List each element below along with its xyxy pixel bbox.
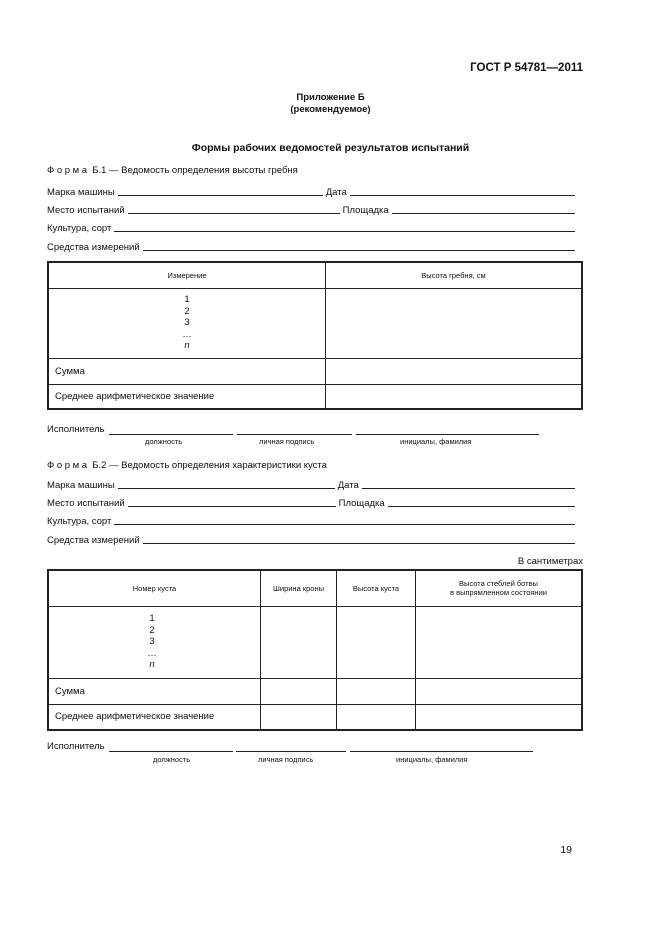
form2-sum-stem[interactable] bbox=[416, 678, 583, 704]
form2-name-field[interactable] bbox=[350, 751, 533, 752]
form2-id: Б.2 — Ведомость определения характеристики куста bbox=[89, 460, 327, 471]
form2-means-field[interactable] bbox=[143, 533, 575, 544]
form2-header-stem-line1: Высота стеблей ботвы bbox=[459, 579, 538, 589]
form1-position-field[interactable] bbox=[109, 434, 233, 435]
form2-sum-crown[interactable] bbox=[261, 678, 337, 704]
list-item: … bbox=[182, 328, 192, 340]
form2-mean-stem[interactable] bbox=[416, 704, 583, 730]
form2-bush-cell[interactable] bbox=[337, 606, 416, 678]
form2-culture-label: Культура, сорт bbox=[47, 516, 112, 527]
form1-id: Б.1 — Ведомость определения высоты гребня bbox=[89, 165, 298, 176]
form1-date-field[interactable] bbox=[350, 185, 575, 196]
form1-name-field[interactable] bbox=[356, 434, 539, 435]
form2-numbers-cell bbox=[48, 606, 261, 678]
form2-signature bbox=[47, 741, 547, 755]
form1-means-row bbox=[47, 239, 578, 253]
form2-header-stem-line2: в выпрямленном состоянии bbox=[450, 588, 547, 598]
form1-machine-row bbox=[47, 184, 578, 198]
form2-place-field[interactable] bbox=[128, 496, 336, 507]
form2-header-bush-height: Высота куста bbox=[337, 570, 416, 606]
form2-machine-row bbox=[47, 477, 578, 491]
list-item: 2 bbox=[149, 624, 155, 636]
form2-header-stem-height bbox=[416, 570, 583, 606]
form1-machine-label: Марка машины bbox=[47, 187, 115, 198]
form2-area-label: Площадка bbox=[338, 498, 385, 509]
form1-sum-cell[interactable] bbox=[326, 358, 583, 384]
appendix-subtitle: (рекомендуемое) bbox=[290, 104, 371, 115]
list-item: n bbox=[149, 659, 155, 671]
form2-mean-bush[interactable] bbox=[337, 704, 416, 730]
standard-number: ГОСТ Р 54781—2011 bbox=[470, 62, 583, 74]
form1-caption-sign: личная подпись bbox=[259, 437, 315, 446]
form1-word: Форма bbox=[47, 165, 90, 176]
form2-table bbox=[47, 569, 583, 731]
form2-means-label: Средства измерений bbox=[47, 535, 140, 546]
form2-machine-field[interactable] bbox=[118, 478, 335, 489]
form1-values-cell[interactable] bbox=[326, 288, 583, 358]
form2-caption-name: инициалы, фамилия bbox=[396, 755, 468, 764]
appendix-title: Приложение Б bbox=[296, 92, 365, 103]
form1-mean-cell[interactable] bbox=[326, 384, 583, 409]
form2-area-field[interactable] bbox=[388, 496, 575, 507]
form2-mean-crown[interactable] bbox=[261, 704, 337, 730]
form2-date-label: Дата bbox=[337, 480, 359, 491]
list-item: 3 bbox=[149, 636, 155, 648]
form1-table bbox=[47, 261, 583, 410]
units-note: В сантиметрах bbox=[517, 556, 583, 567]
form2-mean-label: Среднее арифметическое значение bbox=[48, 704, 261, 730]
form2-place-row bbox=[47, 495, 578, 509]
section-title: Формы рабочих ведомостей результатов испытаний bbox=[191, 142, 470, 154]
list-item: 3 bbox=[184, 317, 190, 329]
form1-place-field[interactable] bbox=[128, 203, 340, 214]
form1-date-label: Дата bbox=[325, 187, 347, 198]
form1-sign-field[interactable] bbox=[237, 434, 352, 435]
form2-sign-field[interactable] bbox=[236, 751, 346, 752]
form1-heading bbox=[47, 165, 298, 176]
form1-sum-label: Сумма bbox=[48, 358, 326, 384]
form2-culture-row bbox=[47, 513, 578, 527]
form1-caption-position: должность bbox=[145, 437, 183, 446]
form1-signature-label: Исполнитель bbox=[47, 424, 105, 435]
form2-header-crown: Ширина кроны bbox=[261, 570, 337, 606]
form2-means-row bbox=[47, 532, 578, 546]
list-item: n bbox=[184, 340, 190, 352]
form1-culture-field[interactable] bbox=[114, 221, 575, 232]
form2-signature-label: Исполнитель bbox=[47, 741, 105, 752]
form2-machine-label: Марка машины bbox=[47, 480, 115, 491]
form2-sum-label: Сумма bbox=[48, 678, 261, 704]
form2-header-number: Номер куста bbox=[48, 570, 261, 606]
form2-word: Форма bbox=[47, 460, 90, 471]
page-number: 19 bbox=[560, 844, 572, 856]
form2-date-field[interactable] bbox=[362, 478, 575, 489]
form1-place-label: Место испытаний bbox=[47, 205, 125, 216]
form1-mean-label: Среднее арифметическое значение bbox=[48, 384, 326, 409]
form2-caption-sign: личная подпись bbox=[258, 755, 314, 764]
form1-header-height: Высота гребня, см bbox=[326, 262, 583, 288]
form2-sum-bush[interactable] bbox=[337, 678, 416, 704]
form1-area-field[interactable] bbox=[392, 203, 575, 214]
form1-header-measurement: Измерение bbox=[48, 262, 326, 288]
form1-area-label: Площадка bbox=[342, 205, 389, 216]
form1-place-row bbox=[47, 202, 578, 216]
list-item: 2 bbox=[184, 305, 190, 317]
form1-caption-name: инициалы, фамилия bbox=[400, 437, 472, 446]
form1-signature bbox=[47, 424, 547, 438]
list-item: … bbox=[147, 647, 157, 659]
form1-numbers-cell bbox=[48, 288, 326, 358]
form1-culture-label: Культура, сорт bbox=[47, 223, 112, 234]
form1-means-field[interactable] bbox=[143, 240, 575, 251]
form1-means-label: Средства измерений bbox=[47, 242, 140, 253]
list-item: 1 bbox=[149, 613, 155, 625]
form2-crown-cell[interactable] bbox=[261, 606, 337, 678]
form2-position-field[interactable] bbox=[109, 751, 233, 752]
form2-culture-field[interactable] bbox=[114, 514, 575, 525]
form2-place-label: Место испытаний bbox=[47, 498, 125, 509]
form2-caption-position: должность bbox=[153, 755, 191, 764]
list-item: 1 bbox=[184, 294, 190, 306]
form1-machine-field[interactable] bbox=[118, 185, 323, 196]
form2-stem-cell[interactable] bbox=[416, 606, 583, 678]
form2-heading bbox=[47, 460, 327, 471]
form1-culture-row bbox=[47, 220, 578, 234]
